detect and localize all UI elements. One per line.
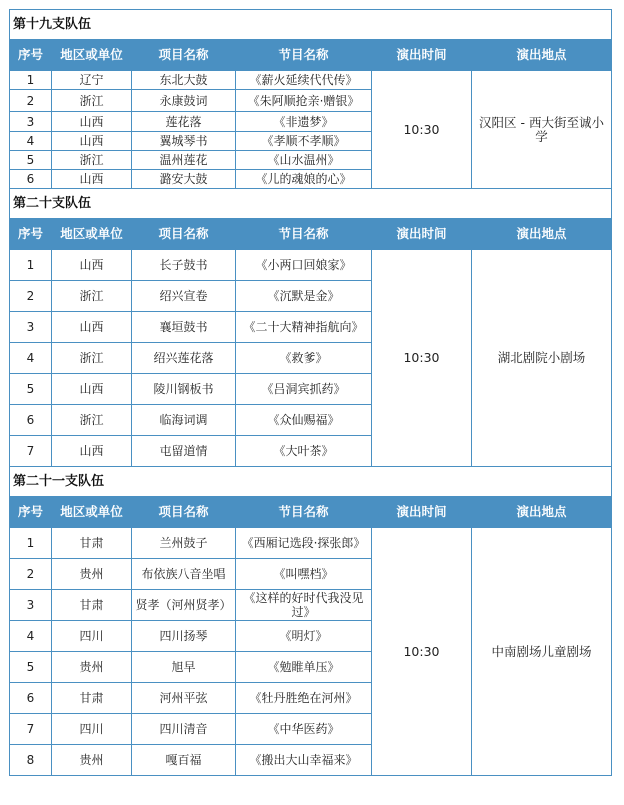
row-program: 《小两口回娘家》 bbox=[236, 250, 372, 281]
row-item: 襄垣鼓书 bbox=[132, 312, 236, 343]
row-program: 《薪火延续代代传》 bbox=[236, 71, 372, 90]
row-index: 5 bbox=[10, 374, 52, 405]
row-region: 四川 bbox=[52, 714, 132, 745]
row-region: 浙江 bbox=[52, 90, 132, 112]
show-venue: 湖北剧院小剧场 bbox=[472, 250, 612, 467]
column-header: 项目名称 bbox=[132, 40, 236, 71]
row-region: 贵州 bbox=[52, 559, 132, 590]
row-index: 2 bbox=[10, 90, 52, 112]
row-region: 山西 bbox=[52, 112, 132, 132]
row-index: 3 bbox=[10, 112, 52, 132]
column-header: 序号 bbox=[10, 497, 52, 528]
row-item: 贤孝（河州贤孝） bbox=[132, 590, 236, 621]
row-program: 《朱阿顺抢亲·赠银》 bbox=[236, 90, 372, 112]
row-program: 《众仙赐福》 bbox=[236, 405, 372, 436]
row-item: 温州莲花 bbox=[132, 151, 236, 170]
section-title-row bbox=[10, 467, 612, 497]
row-region: 甘肃 bbox=[52, 683, 132, 714]
table-header-row bbox=[10, 40, 612, 71]
row-region: 贵州 bbox=[52, 652, 132, 683]
table-header-row bbox=[10, 219, 612, 250]
row-region: 浙江 bbox=[52, 151, 132, 170]
row-index: 2 bbox=[10, 559, 52, 590]
row-item: 陵川钢板书 bbox=[132, 374, 236, 405]
row-program: 《非遗梦》 bbox=[236, 112, 372, 132]
performance-schedule bbox=[9, 9, 611, 776]
row-index: 5 bbox=[10, 151, 52, 170]
row-index: 4 bbox=[10, 132, 52, 151]
column-header: 地区或单位 bbox=[52, 40, 132, 71]
row-region: 甘肃 bbox=[52, 528, 132, 559]
section-title: 第十九支队伍 bbox=[10, 10, 612, 40]
row-program: 《勉睢单压》 bbox=[236, 652, 372, 683]
row-index: 2 bbox=[10, 281, 52, 312]
row-index: 4 bbox=[10, 621, 52, 652]
row-index: 3 bbox=[10, 590, 52, 621]
row-region: 山西 bbox=[52, 170, 132, 189]
table-header-row bbox=[10, 497, 612, 528]
row-region: 山西 bbox=[52, 250, 132, 281]
column-header: 节目名称 bbox=[236, 497, 372, 528]
row-item: 东北大鼓 bbox=[132, 71, 236, 90]
row-item: 永康鼓词 bbox=[132, 90, 236, 112]
row-item: 河州平弦 bbox=[132, 683, 236, 714]
row-item: 潞安大鼓 bbox=[132, 170, 236, 189]
row-region: 浙江 bbox=[52, 281, 132, 312]
row-item: 绍兴莲花落 bbox=[132, 343, 236, 374]
row-item: 莲花落 bbox=[132, 112, 236, 132]
row-index: 1 bbox=[10, 250, 52, 281]
section-title-row bbox=[10, 189, 612, 219]
section-title-row bbox=[10, 10, 612, 40]
show-time: 10:30 bbox=[372, 528, 472, 776]
show-time: 10:30 bbox=[372, 71, 472, 189]
row-index: 8 bbox=[10, 745, 52, 776]
row-program: 《牡丹胜绝在河州》 bbox=[236, 683, 372, 714]
column-header: 演出时间 bbox=[372, 40, 472, 71]
row-program: 《中华医药》 bbox=[236, 714, 372, 745]
row-region: 浙江 bbox=[52, 405, 132, 436]
row-region: 贵州 bbox=[52, 745, 132, 776]
row-program: 《山水温州》 bbox=[236, 151, 372, 170]
row-program: 《儿的魂娘的心》 bbox=[236, 170, 372, 189]
row-index: 4 bbox=[10, 343, 52, 374]
column-header: 项目名称 bbox=[132, 219, 236, 250]
row-index: 5 bbox=[10, 652, 52, 683]
row-item: 兰州鼓子 bbox=[132, 528, 236, 559]
column-header: 项目名称 bbox=[132, 497, 236, 528]
row-program: 《这样的好时代我没见过》 bbox=[236, 590, 372, 621]
row-item: 布依族八音坐唱 bbox=[132, 559, 236, 590]
row-region: 山西 bbox=[52, 132, 132, 151]
column-header: 演出地点 bbox=[472, 40, 612, 71]
row-program: 《搬出大山幸福来》 bbox=[236, 745, 372, 776]
show-venue: 中南剧场儿童剧场 bbox=[472, 528, 612, 776]
row-region: 山西 bbox=[52, 374, 132, 405]
row-program: 《大叶茶》 bbox=[236, 436, 372, 467]
section-title: 第二十支队伍 bbox=[10, 189, 612, 219]
column-header: 节目名称 bbox=[236, 219, 372, 250]
row-item: 四川扬琴 bbox=[132, 621, 236, 652]
row-region: 浙江 bbox=[52, 343, 132, 374]
row-item: 嘎百福 bbox=[132, 745, 236, 776]
row-item: 长子鼓书 bbox=[132, 250, 236, 281]
row-index: 3 bbox=[10, 312, 52, 343]
row-item: 绍兴宣卷 bbox=[132, 281, 236, 312]
table-row bbox=[10, 528, 612, 559]
row-index: 1 bbox=[10, 71, 52, 90]
row-index: 6 bbox=[10, 170, 52, 189]
column-header: 演出地点 bbox=[472, 219, 612, 250]
row-region: 山西 bbox=[52, 436, 132, 467]
row-item: 四川清音 bbox=[132, 714, 236, 745]
column-header: 地区或单位 bbox=[52, 219, 132, 250]
column-header: 序号 bbox=[10, 219, 52, 250]
row-region: 甘肃 bbox=[52, 590, 132, 621]
section-title: 第二十一支队伍 bbox=[10, 467, 612, 497]
row-item: 旭早 bbox=[132, 652, 236, 683]
row-program: 《沉默是金》 bbox=[236, 281, 372, 312]
schedule-table bbox=[9, 9, 612, 776]
row-region: 四川 bbox=[52, 621, 132, 652]
row-index: 1 bbox=[10, 528, 52, 559]
row-program: 《救爹》 bbox=[236, 343, 372, 374]
column-header: 演出时间 bbox=[372, 219, 472, 250]
row-region: 山西 bbox=[52, 312, 132, 343]
row-index: 6 bbox=[10, 405, 52, 436]
show-time: 10:30 bbox=[372, 250, 472, 467]
row-program: 《孝顺不孝顺》 bbox=[236, 132, 372, 151]
column-header: 序号 bbox=[10, 40, 52, 71]
show-venue: 汉阳区 - 西大街至诚小学 bbox=[472, 71, 612, 189]
row-program: 《叫嘿档》 bbox=[236, 559, 372, 590]
column-header: 地区或单位 bbox=[52, 497, 132, 528]
row-program: 《二十大精神指航向》 bbox=[236, 312, 372, 343]
row-item: 屯留道情 bbox=[132, 436, 236, 467]
row-program: 《明灯》 bbox=[236, 621, 372, 652]
row-region: 辽宁 bbox=[52, 71, 132, 90]
row-index: 7 bbox=[10, 714, 52, 745]
row-program: 《西厢记选段·探张郎》 bbox=[236, 528, 372, 559]
row-item: 翼城琴书 bbox=[132, 132, 236, 151]
row-index: 6 bbox=[10, 683, 52, 714]
table-row bbox=[10, 250, 612, 281]
row-index: 7 bbox=[10, 436, 52, 467]
row-program: 《吕洞宾抓药》 bbox=[236, 374, 372, 405]
row-item: 临海词调 bbox=[132, 405, 236, 436]
column-header: 演出时间 bbox=[372, 497, 472, 528]
table-row bbox=[10, 71, 612, 90]
column-header: 节目名称 bbox=[236, 40, 372, 71]
column-header: 演出地点 bbox=[472, 497, 612, 528]
